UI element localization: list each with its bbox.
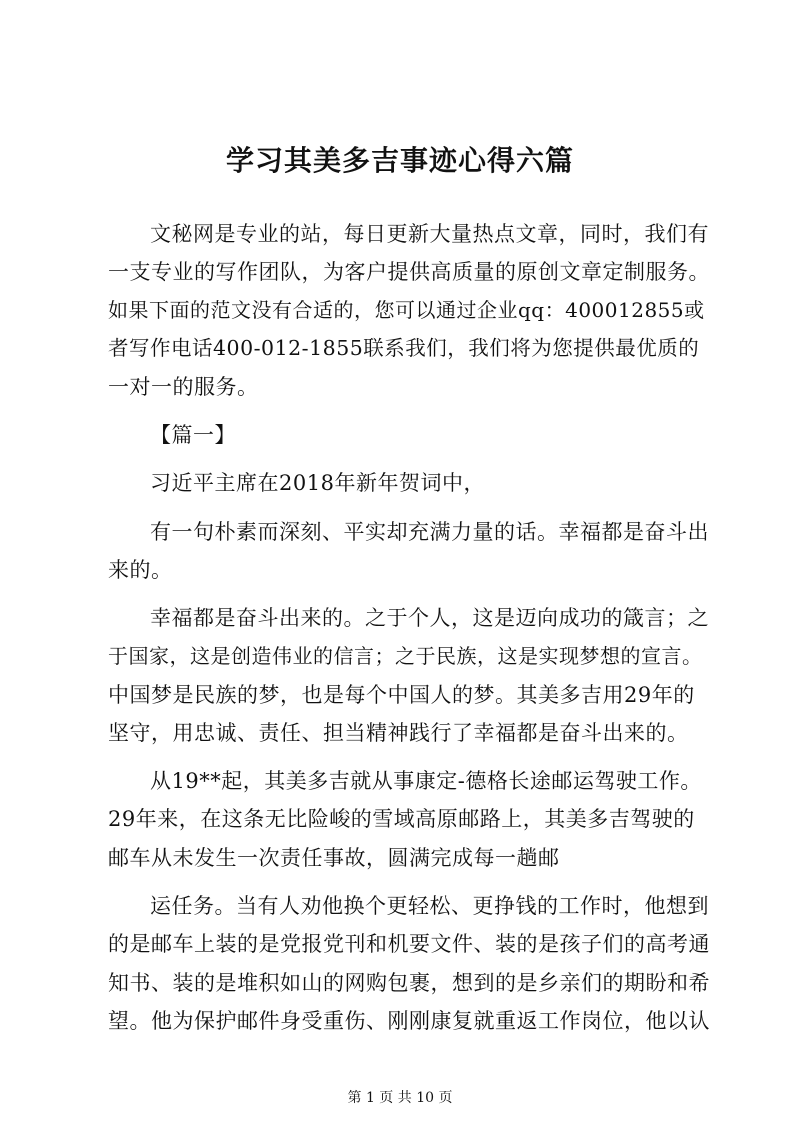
paragraph-line: 29年来，在这条无比险峻的雪域高原邮路上，其美多吉驾驶的 [108, 807, 695, 831]
paragraph-line: 习近平主席在2018年新年贺词中， [150, 471, 485, 495]
paragraph-line: 中国梦是民族的梦，也是每个中国人的梦。其美多吉用29年的 [108, 683, 695, 707]
paragraph-line: 的是邮车上装的是党报党刊和机要文件、装的是孩子们的高考通 [108, 932, 710, 956]
paragraph-line: 如果下面的范文没有合适的，您可以通过企业qq：400012855或 [108, 298, 705, 322]
paragraph-line: 一支专业的写作团队，为客户提供高质量的原创文章定制服务。 [108, 260, 710, 284]
paragraph-line: 来的。 [108, 558, 173, 582]
paragraph-line: 坚守，用忠诚、责任、担当精神践行了幸福都是奋斗出来的。 [108, 721, 689, 745]
paragraph-line: 文秘网是专业的站，每日更新大量热点文章，同时，我们有 [150, 222, 709, 246]
page-number-footer: 第 1 页 共 10 页 [347, 1090, 453, 1106]
section-heading: 【篇一】 [150, 423, 236, 447]
document-title: 学习其美多吉事迹心得六篇 [225, 144, 574, 177]
paragraph-line: 望。他为保护邮件身受重伤、刚刚康复就重返工作岗位，他以认 [108, 1009, 710, 1033]
paragraph-line: 知书、装的是堆积如山的网购包裹，想到的是乡亲们的期盼和希 [108, 971, 710, 995]
paragraph-line: 邮车从未发生一次责任事故，圆满完成每一趟邮 [108, 846, 560, 870]
paragraph-line: 运任务。当有人劝他换个更轻松、更挣钱的工作时，他想到 [150, 894, 709, 918]
paragraph-line: 幸福都是奋斗出来的。之于个人，这是迈向成功的箴言；之 [150, 606, 709, 630]
paragraph-line: 一对一的服务。 [108, 375, 259, 399]
paragraph-line: 从19**起，其美多吉就从事康定-德格长途邮运驾驶工作。 [150, 769, 702, 793]
paragraph-line: 者写作电话400-012-1855联系我们，我们将为您提供最优质的 [108, 336, 700, 360]
paragraph-line: 于国家，这是创造伟业的信言；之于民族，这是实现梦想的宣言。 [108, 644, 703, 668]
paragraph-line: 有一句朴素而深刻、平实却充满力量的话。幸福都是奋斗出 [150, 520, 709, 544]
